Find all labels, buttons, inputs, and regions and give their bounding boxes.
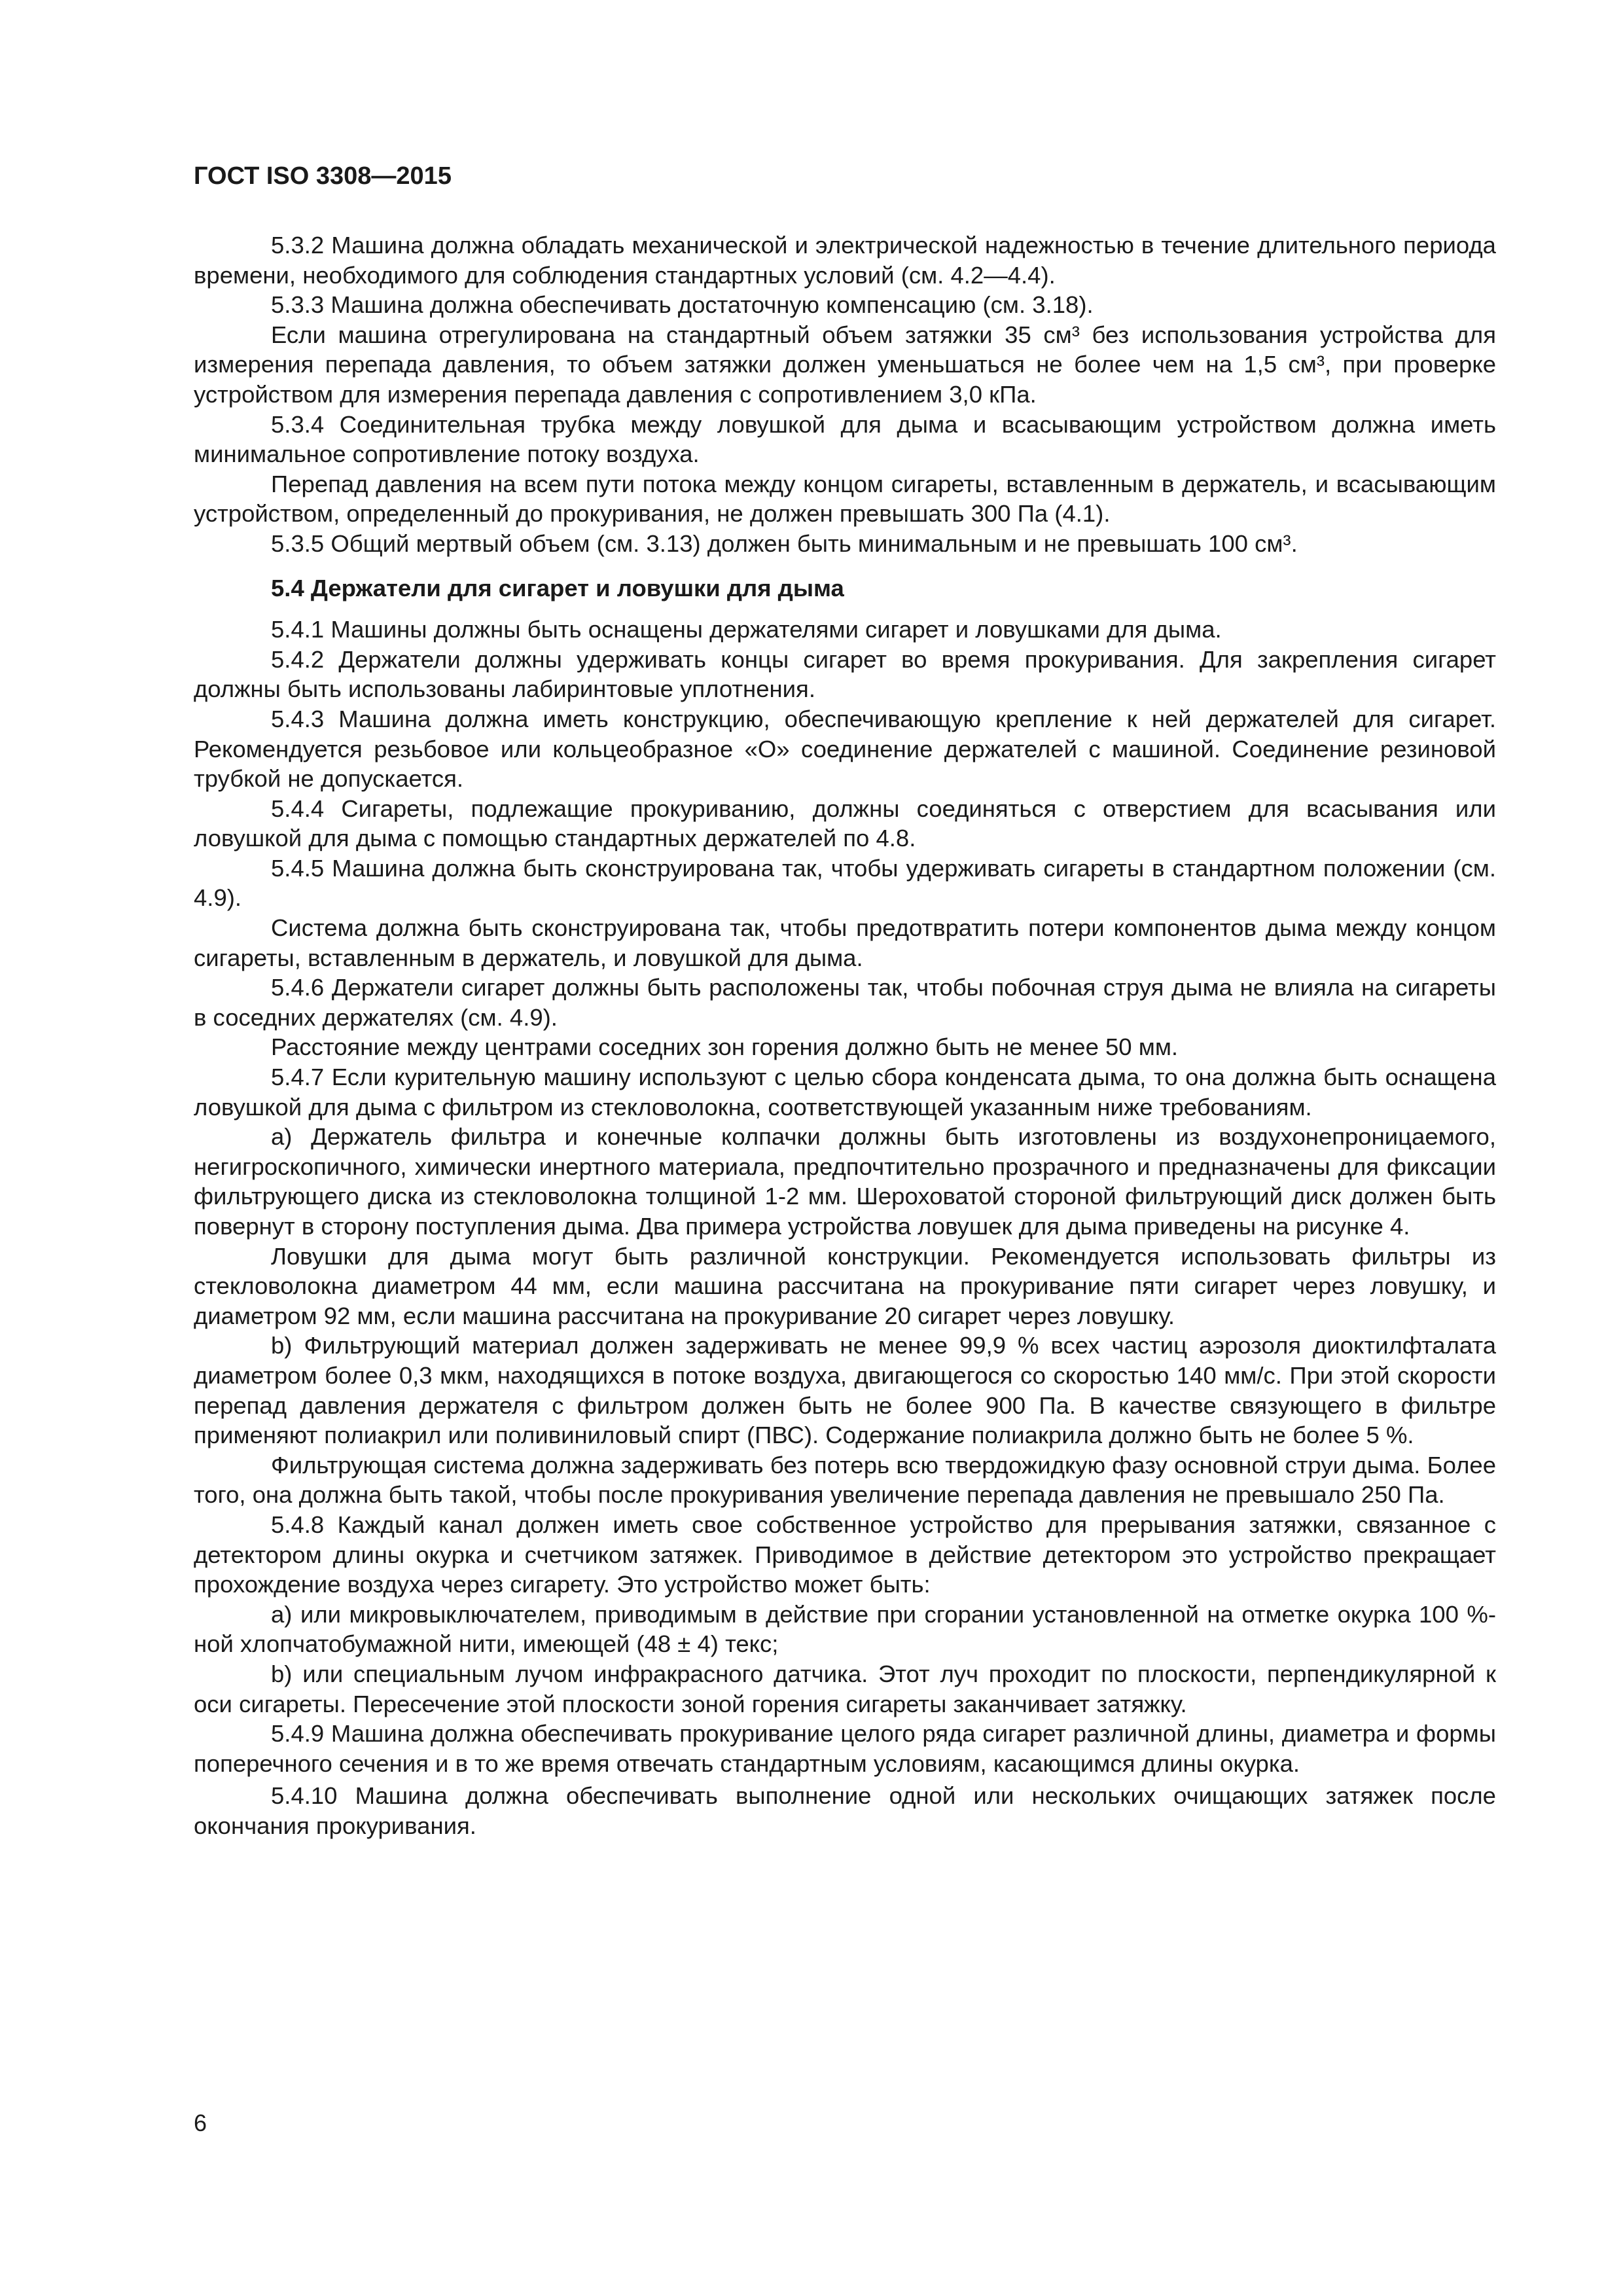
clause-5-4-3: 5.4.3 Машина должна иметь конструкцию, обеспечивающую крепление к ней держателей для сигарет. Рекомендуется резьбовое или кольцеобразное «О» соединение держателей с машиной. Соединение резиновой трубкой не допускается.	[194, 705, 1496, 793]
list-item-b: b) или специальным лучом инфракрасного датчика. Этот луч проходит по плоскости, перпендикулярной к оси сигареты. Пересечение этой плоскости зоной горения сигареты заканчивает затяжку.	[194, 1660, 1496, 1717]
clause-5-4-7: 5.4.7 Если курительную машину используют с целью сбора конденсата дыма, то она должна быть оснащена ловушкой для дыма с фильтром из стекловолокна, соответствующей указанным ниже требованиям.	[194, 1064, 1496, 1121]
page-number: 6	[194, 2109, 207, 2136]
clause-5-4-8: 5.4.8 Каждый канал должен иметь свое собственное устройство для прерывания затяжки, связанное с детектором длины окурка и счетчиком затяжек. Приводимое в действие детектором это устройство прекращает прохождение воздуха через сигарету. Это устройство может быть:	[194, 1511, 1496, 1598]
clause-5-4-1: 5.4.1 Машины должны быть оснащены держателями сигарет и ловушками для дыма.	[271, 616, 1222, 643]
clause-5-4-9: 5.4.9 Машина должна обеспечивать прокуривание целого ряда сигарет различной длины, диаметра и формы поперечного сечения и в то же время отвечать стандартным условиям, касающимся длины окурка.	[194, 1720, 1496, 1777]
paragraph-text: Фильтрующая система должна задерживать без потерь всю твердожидкую фазу основной струи дыма. Более того, она должна быть такой, чтобы после прокуривания увеличение перепада давления не превышало 250 Па.	[194, 1451, 1496, 1509]
clause-5-3-5: 5.3.5 Общий мертвый объем (см. 3.13) должен быть минимальным и не превышать 100 см³.	[271, 529, 1298, 557]
paragraph-text: Ловушки для дыма могут быть различной конструкции. Рекомендуется использовать фильтры из стекловолокна диаметром 44 мм, если машина рассчитана на прокуривание пяти сигарет через ловушку, и диаметром 92 мм, если машина рассчитана на прокуривание 20 сигарет через ловушку.	[194, 1242, 1496, 1329]
paragraph-text: Система должна быть сконструирована так, чтобы предотвратить потери компонентов дыма между концом сигареты, вставленным в держатель, и ловушкой для дыма.	[194, 914, 1496, 971]
clause-5-4-5: 5.4.5 Машина должна быть сконструирована так, чтобы удерживать сигареты в стандартном положении (см. 4.9).	[194, 854, 1496, 912]
standard-header: ГОСТ ISO 3308—2015	[194, 162, 452, 190]
list-item-a: a) или микровыключателем, приводимым в действие при сгорании установленной на отметке окурка 100 %-ной хлопчатобумажной нити, имеющей (48 ± 4) текс;	[194, 1600, 1496, 1658]
clause-5-3-3: 5.3.3 Машина должна обеспечивать достаточную компенсацию (см. 3.18).	[271, 291, 1094, 319]
clause-5-3-4: 5.3.4 Соединительная трубка между ловушкой для дыма и всасывающим устройством должна иметь минимальное сопротивление потоку воздуха.	[194, 410, 1496, 468]
list-item-b: b) Фильтрующий материал должен задерживать не менее 99,9 % всех частиц аэрозоля диоктилфталата диаметром более 0,3 мкм, находящихся в потоке воздуха, двигающегося со скоростью 140 мм/с. При этой скорости перепад давления держателя с фильтром должен быть не более 900 Па. В качестве связующего в фильтре применяют полиакрил или поливиниловый спирт (ПВС). Содержание полиакрила должно быть не более 5 %.	[194, 1332, 1496, 1449]
clause-5-3-2: 5.3.2 Машина должна обладать механической и электрической надежностью в течение длительного периода времени, необходимого для соблюдения стандартных условий (см. 4.2—4.4).	[194, 232, 1496, 289]
paragraph-text: Если машина отрегулирована на стандартный объем затяжки 35 см³ без использования устройства для измерения перепада давления, то объем затяжки должен уменьшаться не более чем на 1,5 см³, при проверке устройством для измерения перепада давления с сопротивлением 3,0 кПа.	[194, 321, 1496, 408]
section-heading-5-4: 5.4 Держатели для сигарет и ловушки для дыма	[271, 574, 844, 601]
list-item-a: a) Держатель фильтра и конечные колпачки должны быть изготовлены из воздухонепроницаемого, негигроскопичного, химически инертного материала, предпочтительно прозрачного и предназначены для фиксации фильтрующего диска из стекловолокна толщиной 1-2 мм. Шероховатой стороной фильтрующий диск должен быть повернут в сторону поступления дыма. Два примера устройства ловушек для дыма приведены на рисунке 4.	[194, 1123, 1496, 1240]
paragraph-text: Расстояние между центрами соседних зон горения должно быть не менее 50 мм.	[271, 1033, 1179, 1061]
clause-5-4-10: 5.4.10 Машина должна обеспечивать выполнение одной или нескольких очищающих затяжек после окончания прокуривания.	[194, 1782, 1496, 1839]
clause-5-4-2: 5.4.2 Держатели должны удерживать концы сигарет во время прокуривания. Для закрепления сигарет должны быть использованы лабиринтовые уплотнения.	[194, 645, 1496, 703]
clause-5-4-6: 5.4.6 Держатели сигарет должны быть расположены так, чтобы побочная струя дыма не влияла на сигареты в соседних держателях (см. 4.9).	[194, 974, 1496, 1031]
paragraph-text: Перепад давления на всем пути потока между концом сигареты, вставленным в держатель, и всасывающим устройством, определенный до прокуривания, не должен превышать 300 Па (4.1).	[194, 470, 1496, 528]
clause-5-4-4: 5.4.4 Сигареты, подлежащие прокуриванию, должны соединяться с отверстием для всасывания или ловушкой для дыма с помощью стандартных держателей по 4.8.	[194, 795, 1496, 852]
document-body	[194, 230, 1496, 1840]
